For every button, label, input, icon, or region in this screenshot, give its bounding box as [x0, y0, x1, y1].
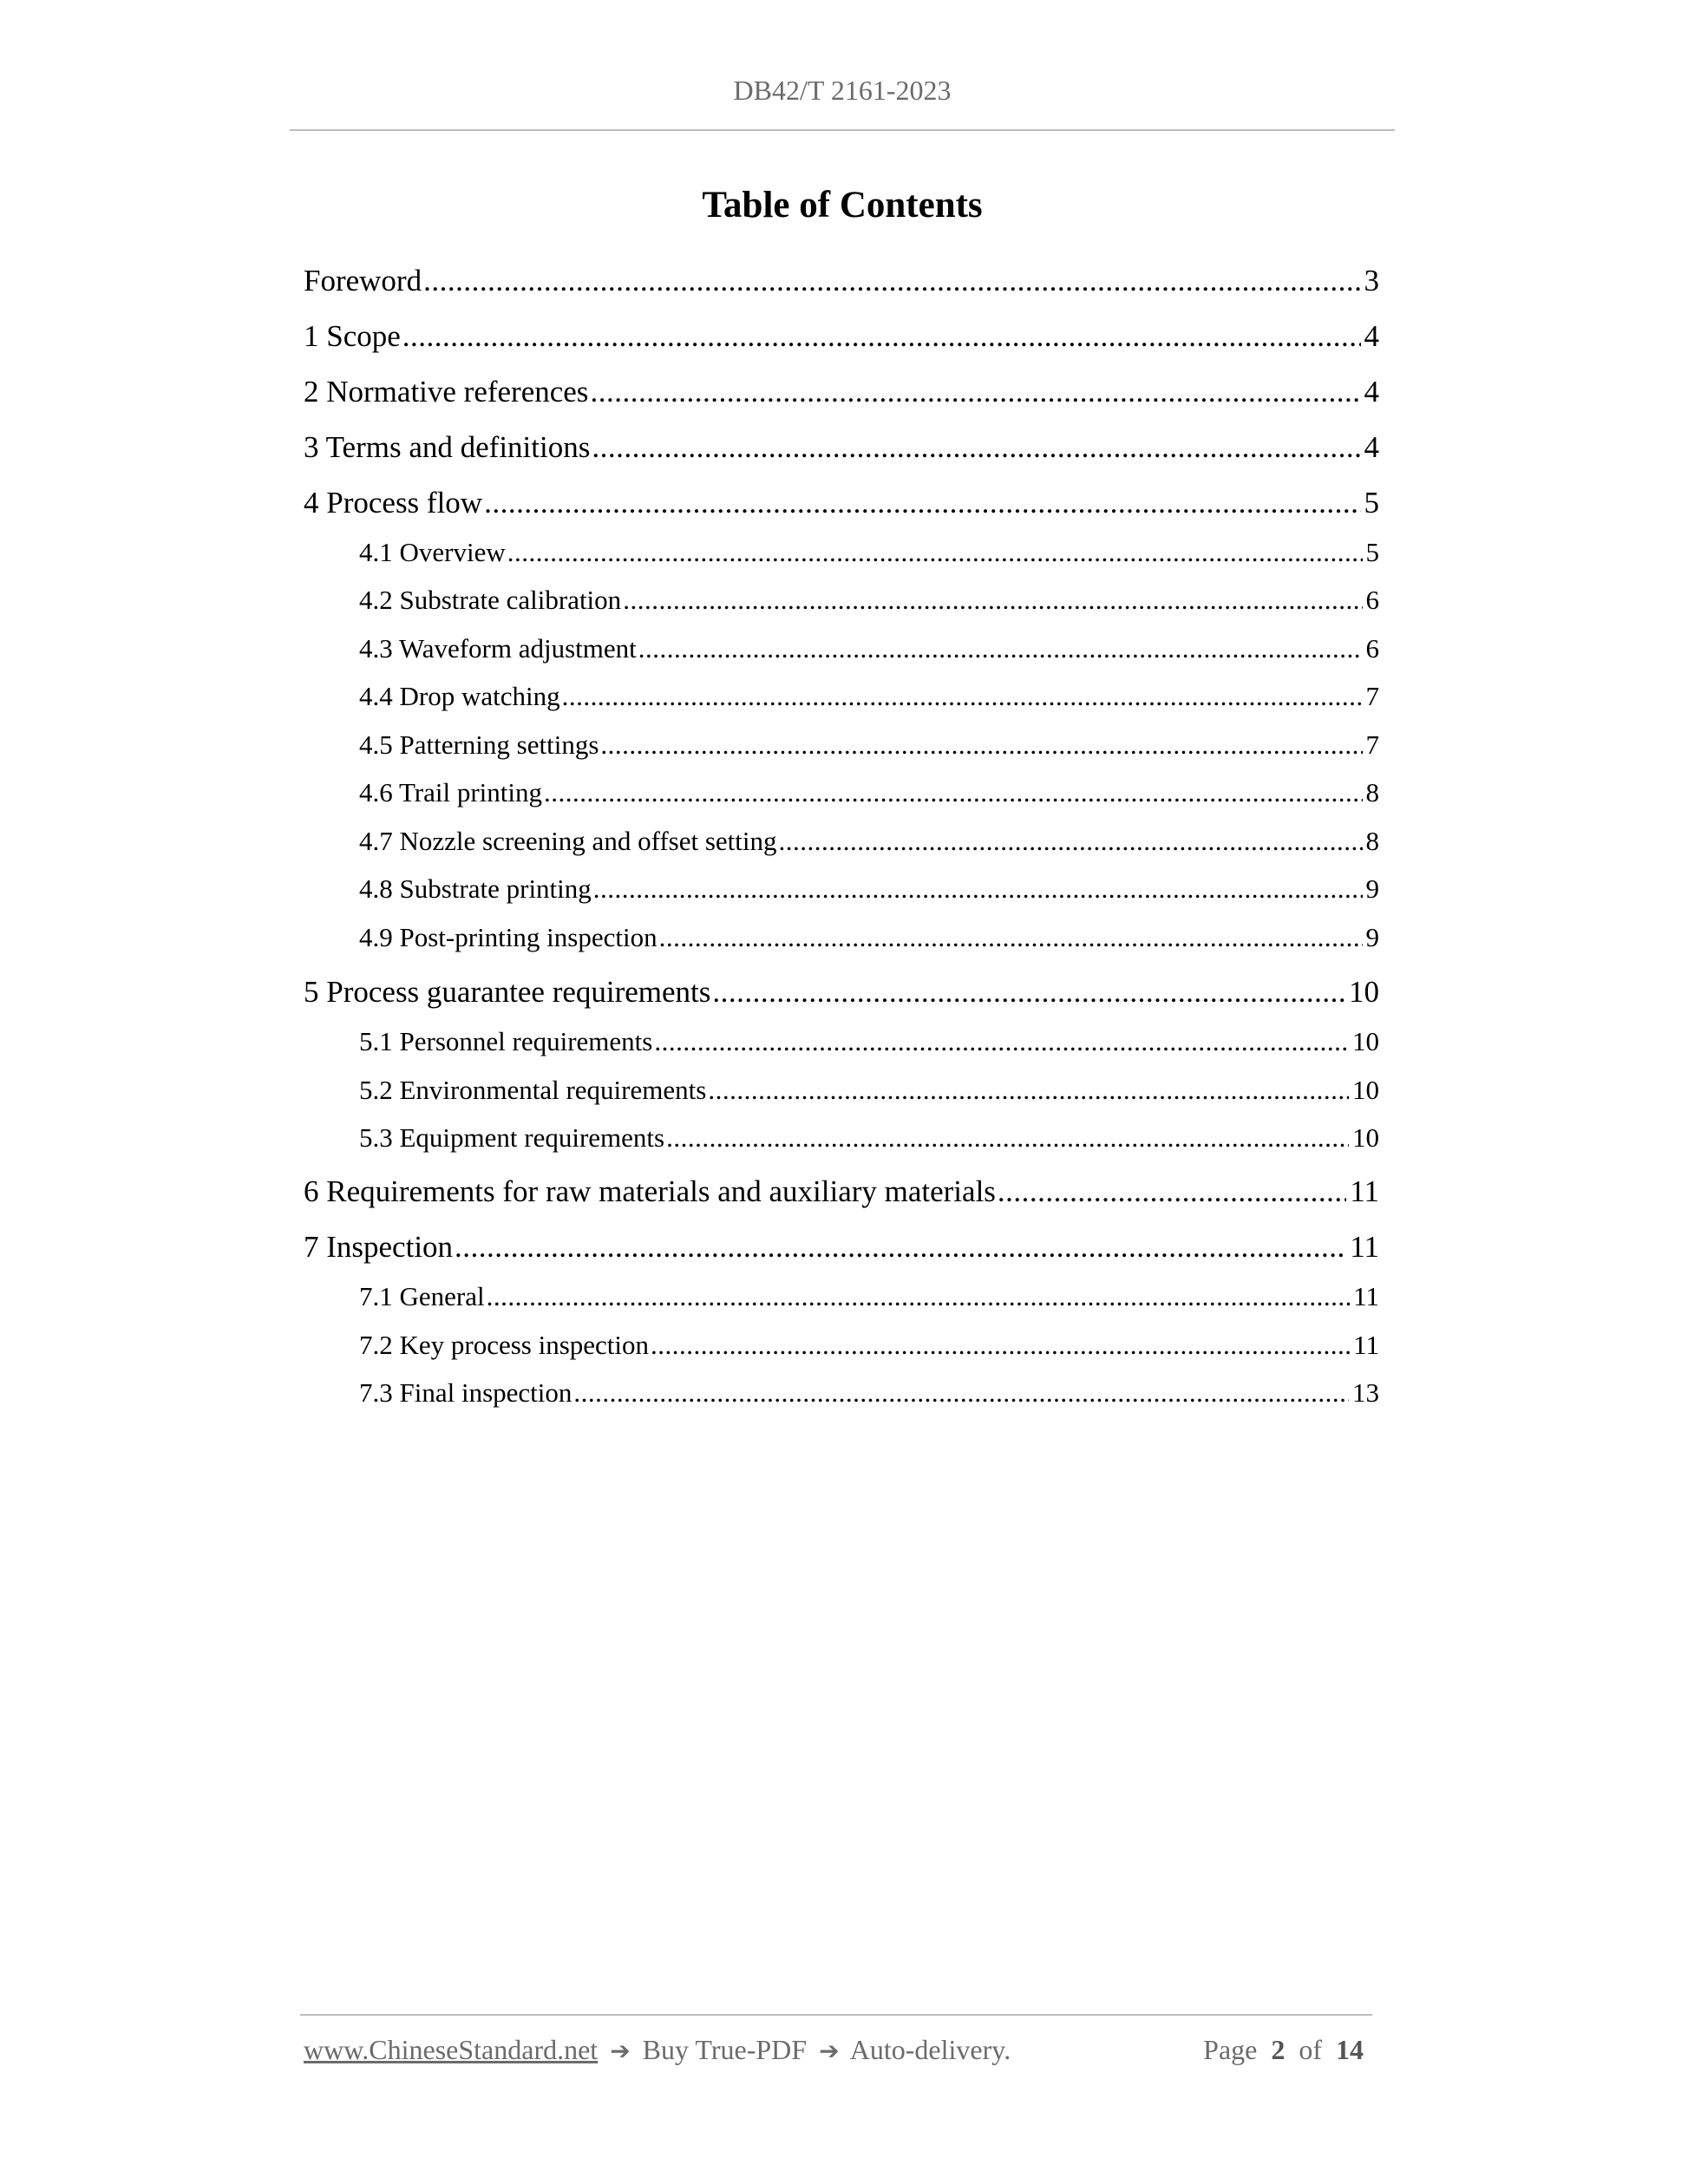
dot-leader	[455, 1230, 1346, 1265]
toc-entry-waveform-adjustment[interactable]	[359, 633, 1379, 664]
toc-entry-label: 5.1 Personnel requirements	[359, 1026, 653, 1056]
website-link[interactable]: www.ChineseStandard.net	[304, 2034, 599, 2065]
dot-leader	[507, 537, 1363, 568]
toc-entry-page: 11	[1353, 1330, 1379, 1360]
toc-entry-label: 4.9 Post-printing inspection	[359, 922, 658, 952]
toc-entry-equipment-requirements[interactable]	[359, 1122, 1379, 1154]
dot-leader	[651, 1330, 1350, 1361]
toc-entry-post-printing-inspection[interactable]	[359, 922, 1379, 953]
toc-entry-label: 4 Process flow	[304, 486, 483, 520]
toc-entry-terms-and-definitions[interactable]	[304, 430, 1379, 465]
toc-entry-inspection[interactable]	[304, 1230, 1379, 1265]
toc-entry-page: 6	[1365, 633, 1379, 664]
toc-entry-nozzle-screening[interactable]	[359, 826, 1379, 857]
toc-entry-patterning-settings[interactable]	[359, 729, 1379, 761]
toc-entry-label: 4.1 Overview	[359, 537, 506, 567]
auto-delivery-text: Auto-delivery.	[849, 2034, 1011, 2065]
toc-entry-label: 4.2 Substrate calibration	[359, 585, 622, 615]
toc-entry-page: 13	[1352, 1377, 1379, 1408]
toc-entry-label: 4.4 Drop watching	[359, 681, 560, 711]
dot-leader	[562, 681, 1363, 712]
toc-entry-foreword[interactable]	[304, 264, 1379, 298]
dot-leader	[593, 873, 1363, 905]
toc-entry-page: 4	[1364, 430, 1379, 464]
toc-entry-label: 6 Requirements for raw materials and auxiliary materials	[304, 1174, 996, 1208]
toc-entry-page: 10	[1352, 1026, 1379, 1056]
toc-entry-page: 4	[1364, 319, 1379, 353]
toc-entry-label: 4.6 Trail printing	[359, 777, 543, 808]
dot-leader	[638, 633, 1363, 664]
header-divider	[290, 129, 1395, 131]
toc-entry-label: 4.7 Nozzle screening and offset setting	[359, 826, 777, 856]
toc-entry-label: 7 Inspection	[304, 1230, 454, 1264]
toc-entry-label: 5.2 Environmental requirements	[359, 1075, 707, 1105]
document-code-header: DB42/T 2161-2023	[733, 75, 952, 106]
toc-entry-key-process-inspection[interactable]	[359, 1330, 1379, 1361]
footer-promo	[304, 2034, 1011, 2066]
toc-entry-page: 9	[1365, 873, 1379, 904]
toc-entry-label: 3 Terms and definitions	[304, 430, 591, 464]
dot-leader	[402, 319, 1361, 354]
dot-leader	[666, 1122, 1349, 1154]
toc-entry-page: 11	[1350, 1174, 1379, 1208]
toc-entry-page: 7	[1365, 729, 1379, 760]
toc-entry-label: 4.3 Waveform adjustment	[359, 633, 637, 664]
dot-leader	[423, 264, 1360, 298]
arrow-right-icon: ➔	[610, 2037, 631, 2065]
toc-entry-label: 7.3 Final inspection	[359, 1377, 572, 1408]
toc-entry-raw-materials[interactable]	[304, 1174, 1379, 1209]
toc-entry-label: Foreword	[304, 264, 422, 298]
toc-entry-label: 7.2 Key process inspection	[359, 1330, 650, 1360]
toc-entry-page: 10	[1352, 1122, 1379, 1153]
toc-entry-label: 5 Process guarantee requirements	[304, 975, 711, 1009]
toc-entry-trail-printing[interactable]	[359, 777, 1379, 808]
toc-entry-label: 5.3 Equipment requirements	[359, 1122, 665, 1153]
dot-leader	[779, 826, 1363, 857]
dot-leader	[623, 585, 1362, 616]
toc-entry-scope[interactable]	[304, 319, 1379, 354]
toc-entry-page: 11	[1353, 1281, 1379, 1311]
total-pages-number: 14	[1336, 2034, 1364, 2065]
dot-leader	[487, 1281, 1351, 1312]
toc-entry-page: 6	[1365, 585, 1379, 615]
of-label: of	[1299, 2034, 1322, 2065]
dot-leader	[573, 1377, 1349, 1409]
toc-entry-label: 4.8 Substrate printing	[359, 873, 592, 904]
toc-entry-substrate-calibration[interactable]	[359, 585, 1379, 616]
dot-leader	[592, 430, 1360, 465]
toc-entry-page: 8	[1365, 777, 1379, 808]
toc-entry-page: 5	[1364, 486, 1379, 520]
dot-leader	[484, 486, 1360, 520]
arrow-right-icon: ➔	[819, 2037, 840, 2065]
toc-entry-label: 1 Scope	[304, 319, 401, 353]
toc-entry-drop-watching[interactable]	[359, 681, 1379, 712]
toc-title: Table of Contents	[702, 185, 983, 226]
dot-leader	[590, 375, 1360, 409]
dot-leader	[712, 975, 1345, 1010]
toc-entry-final-inspection[interactable]	[359, 1377, 1379, 1409]
buy-true-pdf-text: Buy True-PDF	[642, 2034, 808, 2065]
toc-entry-label: 4.5 Patterning settings	[359, 729, 599, 760]
dot-leader	[654, 1026, 1349, 1057]
dot-leader	[659, 922, 1363, 953]
toc-entry-page: 10	[1352, 1075, 1379, 1105]
dot-leader	[708, 1075, 1349, 1106]
toc-entry-page: 5	[1365, 537, 1379, 567]
toc-entry-page: 10	[1349, 975, 1379, 1009]
toc-entry-label: 7.1 General	[359, 1281, 485, 1311]
current-page-number: 2	[1271, 2034, 1286, 2065]
toc-entry-process-guarantee[interactable]	[304, 975, 1379, 1010]
toc-entry-page: 9	[1365, 922, 1379, 952]
toc-entry-page: 4	[1364, 375, 1379, 409]
page-indicator	[1203, 2034, 1371, 2066]
dot-leader	[544, 777, 1362, 808]
toc-entry-page: 8	[1365, 826, 1379, 856]
dot-leader	[998, 1174, 1346, 1209]
toc-entry-process-flow[interactable]	[304, 486, 1379, 520]
toc-entry-page: 3	[1364, 264, 1379, 298]
toc-entry-environmental-requirements[interactable]	[359, 1075, 1379, 1106]
toc-entry-label: 2 Normative references	[304, 375, 589, 409]
page-label: Page	[1203, 2034, 1258, 2065]
toc-entry-normative-references[interactable]	[304, 375, 1379, 409]
toc-entry-general[interactable]	[359, 1281, 1379, 1312]
toc-entry-overview[interactable]	[359, 537, 1379, 568]
toc-entry-substrate-printing[interactable]	[359, 873, 1379, 905]
toc-entry-personnel-requirements[interactable]	[359, 1026, 1379, 1057]
toc-entry-page: 7	[1365, 681, 1379, 711]
toc-entry-page: 11	[1350, 1230, 1379, 1264]
dot-leader	[600, 729, 1362, 761]
footer-divider	[300, 2014, 1372, 2016]
